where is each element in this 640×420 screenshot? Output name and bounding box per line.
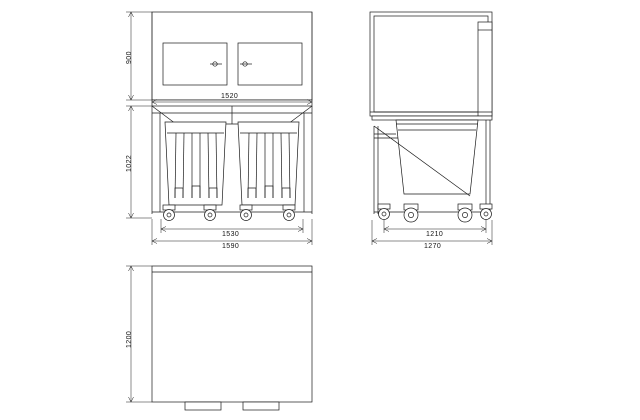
dim-front-height-lower: 1022 bbox=[126, 154, 133, 172]
dim-front-height-upper: 900 bbox=[126, 51, 133, 64]
dim-front-overall-width: 1590 bbox=[222, 243, 240, 250]
side-view bbox=[370, 12, 492, 245]
side-casters bbox=[378, 204, 492, 222]
dim-side-inner-depth: 1210 bbox=[426, 231, 444, 238]
front-casters bbox=[163, 205, 295, 221]
top-view bbox=[126, 266, 312, 410]
dim-front-wheel-base: 1530 bbox=[222, 231, 240, 238]
dim-front-top-width: 1520 bbox=[221, 93, 239, 100]
dim-side-overall-depth: 1270 bbox=[424, 243, 442, 250]
front-view bbox=[126, 12, 312, 245]
dim-top-height: 1200 bbox=[126, 330, 133, 348]
